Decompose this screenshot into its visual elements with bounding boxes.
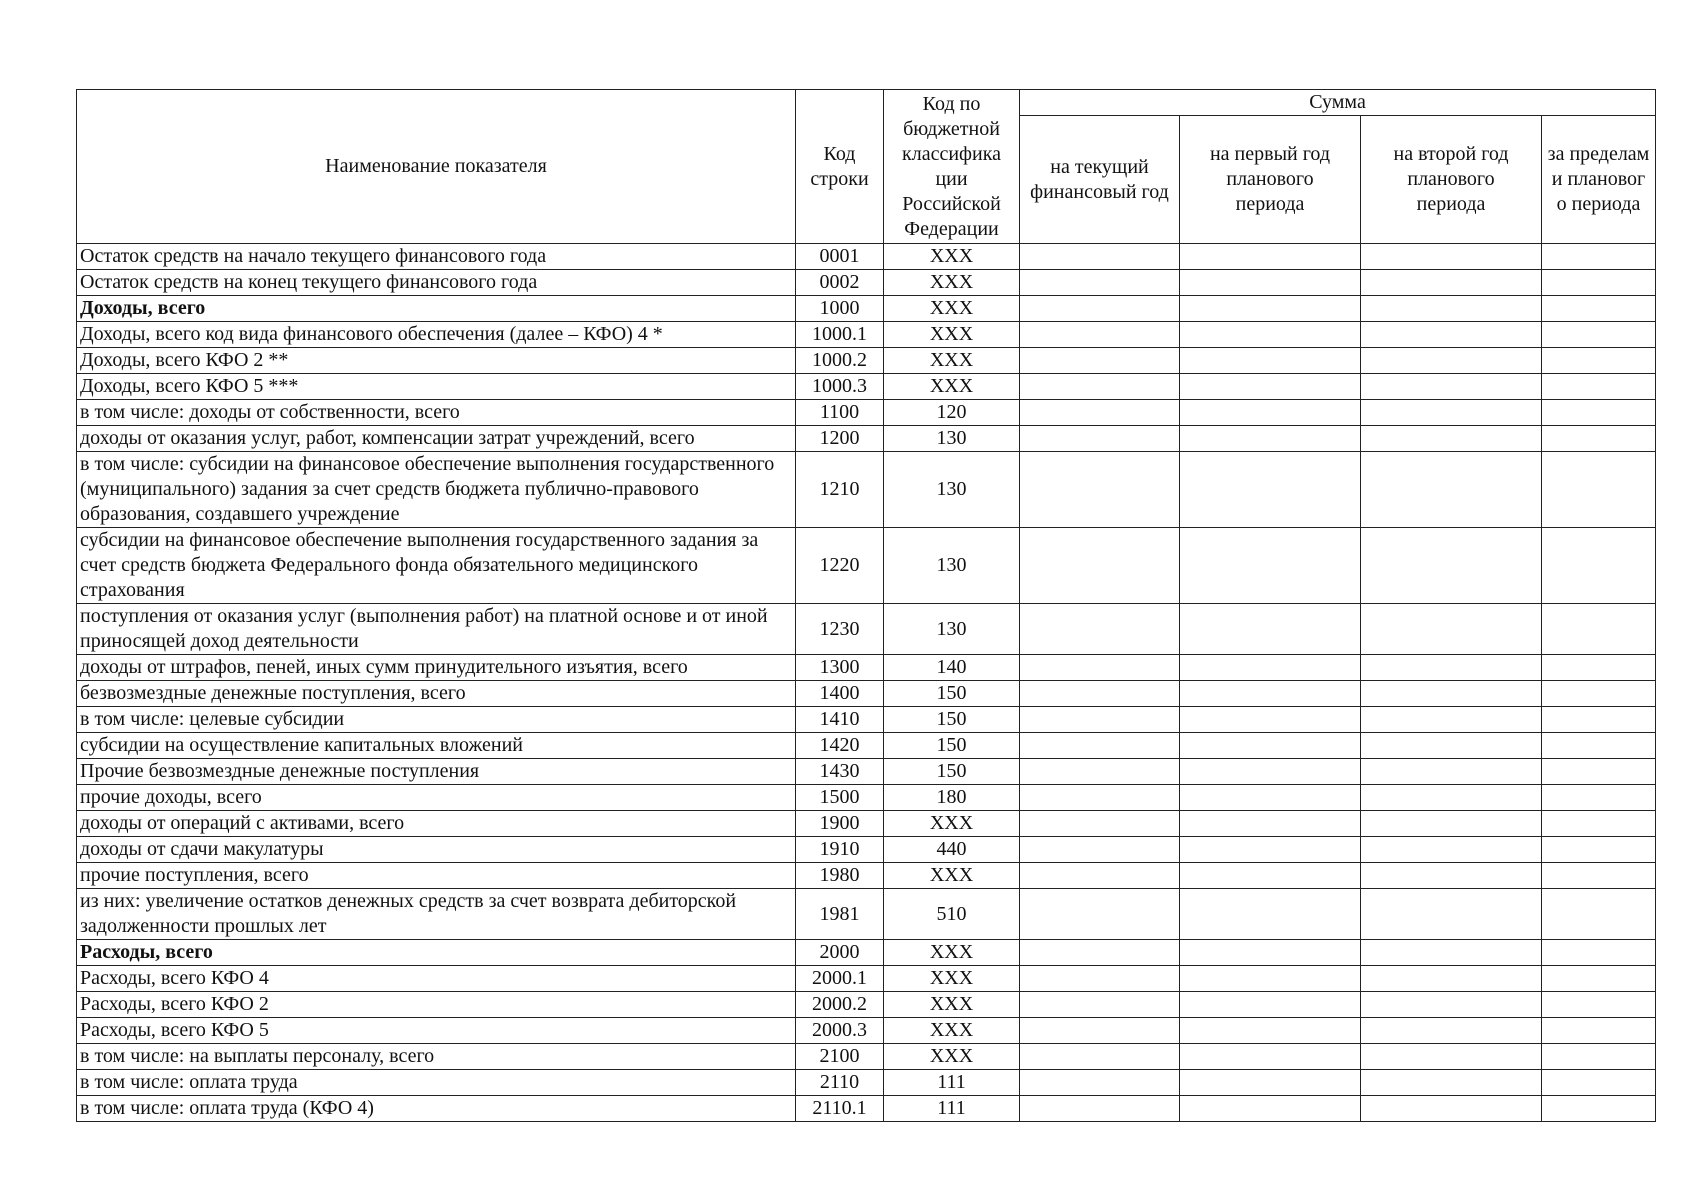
budget-code-cell: 111: [884, 1070, 1020, 1096]
header-first-plan-year: на первый год планового периода: [1180, 116, 1361, 244]
sum-beyond-plan-cell[interactable]: [1542, 604, 1656, 655]
line-code-cell: 1300: [796, 655, 884, 681]
budget-code-cell: 140: [884, 655, 1020, 681]
sum-first-plan-year-cell[interactable]: [1180, 759, 1361, 785]
sum-first-plan-year-cell[interactable]: [1180, 1018, 1361, 1044]
indicator-name-cell: Прочие безвозмездные денежные поступления: [77, 759, 796, 785]
sum-first-plan-year-cell[interactable]: [1180, 322, 1361, 348]
indicator-name-cell: доходы от сдачи макулатуры: [77, 837, 796, 863]
sum-second-plan-year-cell[interactable]: [1361, 452, 1542, 528]
table-row: [77, 528, 1656, 604]
line-code-cell: 1230: [796, 604, 884, 655]
line-code-cell: 2000.3: [796, 1018, 884, 1044]
sum-beyond-plan-cell[interactable]: [1542, 1044, 1656, 1070]
indicator-name-cell: в том числе: доходы от собственности, всего: [77, 400, 796, 426]
sum-second-plan-year-cell[interactable]: [1361, 733, 1542, 759]
sum-current-year-cell[interactable]: [1020, 452, 1180, 528]
sum-first-plan-year-cell[interactable]: [1180, 296, 1361, 322]
sum-beyond-plan-cell[interactable]: [1542, 992, 1656, 1018]
table-row: [77, 863, 1656, 889]
table-row: [77, 270, 1656, 296]
indicator-name-cell: Расходы, всего КФО 2: [77, 992, 796, 1018]
line-code-cell: 1100: [796, 400, 884, 426]
sum-current-year-cell[interactable]: [1020, 681, 1180, 707]
sum-current-year-cell[interactable]: [1020, 940, 1180, 966]
indicator-name-cell: Остаток средств на начало текущего финансового года: [77, 244, 796, 270]
budget-code-cell: 130: [884, 528, 1020, 604]
budget-code-cell: XXX: [884, 1044, 1020, 1070]
indicator-name-cell: в том числе: субсидии на финансовое обеспечение выполнения государственного (муниципального) задания за счет средств бюджета публично-правового образования, создавшего учреждение: [77, 452, 796, 528]
line-code-cell: 2110: [796, 1070, 884, 1096]
sum-beyond-plan-cell[interactable]: [1542, 733, 1656, 759]
sum-current-year-cell[interactable]: [1020, 655, 1180, 681]
sum-beyond-plan-cell[interactable]: [1542, 348, 1656, 374]
indicator-name-cell: в том числе: оплата труда: [77, 1070, 796, 1096]
sum-current-year-cell[interactable]: [1020, 733, 1180, 759]
sum-second-plan-year-cell[interactable]: [1361, 604, 1542, 655]
indicator-name-cell: Доходы, всего КФО 5 ***: [77, 374, 796, 400]
line-code-cell: 1400: [796, 681, 884, 707]
budget-code-cell: XXX: [884, 348, 1020, 374]
sum-second-plan-year-cell[interactable]: [1361, 528, 1542, 604]
line-code-cell: 1430: [796, 759, 884, 785]
table-row: [77, 837, 1656, 863]
sum-current-year-cell[interactable]: [1020, 1044, 1180, 1070]
indicator-name-cell: Доходы, всего код вида финансового обеспечения (далее – КФО) 4 *: [77, 322, 796, 348]
header-beyond-plan-period: за пределам и плановог о периода: [1542, 116, 1656, 244]
line-code-cell: 1910: [796, 837, 884, 863]
sum-beyond-plan-cell[interactable]: [1542, 1096, 1656, 1122]
sum-current-year-cell[interactable]: [1020, 348, 1180, 374]
table-row: [77, 1070, 1656, 1096]
indicator-name-cell: субсидии на осуществление капитальных вложений: [77, 733, 796, 759]
budget-code-cell: 111: [884, 1096, 1020, 1122]
line-code-cell: 1000.1: [796, 322, 884, 348]
indicator-name-cell: Расходы, всего КФО 4: [77, 966, 796, 992]
budget-code-cell: XXX: [884, 940, 1020, 966]
budget-code-cell: 130: [884, 426, 1020, 452]
line-code-cell: 0002: [796, 270, 884, 296]
line-code-cell: 1410: [796, 707, 884, 733]
line-code-cell: 2000.1: [796, 966, 884, 992]
sum-second-plan-year-cell[interactable]: [1361, 681, 1542, 707]
sum-current-year-cell[interactable]: [1020, 400, 1180, 426]
table-row: [77, 992, 1656, 1018]
line-code-cell: 1900: [796, 811, 884, 837]
sum-first-plan-year-cell[interactable]: [1180, 733, 1361, 759]
table-row: [77, 681, 1656, 707]
budget-code-cell: XXX: [884, 966, 1020, 992]
sum-current-year-cell[interactable]: [1020, 785, 1180, 811]
sum-first-plan-year-cell[interactable]: [1180, 837, 1361, 863]
budget-code-cell: 120: [884, 400, 1020, 426]
sum-beyond-plan-cell[interactable]: [1542, 655, 1656, 681]
indicator-name-cell: доходы от оказания услуг, работ, компенсации затрат учреждений, всего: [77, 426, 796, 452]
sum-second-plan-year-cell[interactable]: [1361, 1070, 1542, 1096]
table-row: [77, 296, 1656, 322]
sum-first-plan-year-cell[interactable]: [1180, 452, 1361, 528]
table-row: [77, 374, 1656, 400]
line-code-cell: 1500: [796, 785, 884, 811]
sum-first-plan-year-cell[interactable]: [1180, 655, 1361, 681]
table-row: [77, 759, 1656, 785]
sum-beyond-plan-cell[interactable]: [1542, 374, 1656, 400]
line-code-cell: 2100: [796, 1044, 884, 1070]
budget-code-cell: XXX: [884, 992, 1020, 1018]
sum-second-plan-year-cell[interactable]: [1361, 759, 1542, 785]
sum-beyond-plan-cell[interactable]: [1542, 785, 1656, 811]
sum-current-year-cell[interactable]: [1020, 322, 1180, 348]
sum-first-plan-year-cell[interactable]: [1180, 863, 1361, 889]
sum-second-plan-year-cell[interactable]: [1361, 1018, 1542, 1044]
indicator-name-cell: в том числе: на выплаты персоналу, всего: [77, 1044, 796, 1070]
sum-second-plan-year-cell[interactable]: [1361, 992, 1542, 1018]
budget-code-cell: 440: [884, 837, 1020, 863]
line-code-cell: 1200: [796, 426, 884, 452]
sum-current-year-cell[interactable]: [1020, 1018, 1180, 1044]
indicator-name-cell: в том числе: целевые субсидии: [77, 707, 796, 733]
sum-second-plan-year-cell[interactable]: [1361, 1096, 1542, 1122]
sum-second-plan-year-cell[interactable]: [1361, 348, 1542, 374]
budget-code-cell: XXX: [884, 1018, 1020, 1044]
header-indicator-name: Наименование показателя: [77, 90, 796, 244]
sum-beyond-plan-cell[interactable]: [1542, 1070, 1656, 1096]
sum-second-plan-year-cell[interactable]: [1361, 811, 1542, 837]
table-row: [77, 655, 1656, 681]
sum-current-year-cell[interactable]: [1020, 1096, 1180, 1122]
sum-second-plan-year-cell[interactable]: [1361, 400, 1542, 426]
table-body: [77, 244, 1656, 1122]
indicator-name-cell: Доходы, всего: [77, 296, 796, 322]
sum-first-plan-year-cell[interactable]: [1180, 992, 1361, 1018]
sum-first-plan-year-cell[interactable]: [1180, 811, 1361, 837]
sum-first-plan-year-cell[interactable]: [1180, 940, 1361, 966]
budget-code-cell: XXX: [884, 270, 1020, 296]
sum-current-year-cell[interactable]: [1020, 244, 1180, 270]
sum-beyond-plan-cell[interactable]: [1542, 296, 1656, 322]
sum-beyond-plan-cell[interactable]: [1542, 837, 1656, 863]
indicator-name-cell: Доходы, всего КФО 2 **: [77, 348, 796, 374]
sum-second-plan-year-cell[interactable]: [1361, 940, 1542, 966]
sum-current-year-cell[interactable]: [1020, 528, 1180, 604]
sum-current-year-cell[interactable]: [1020, 889, 1180, 940]
sum-second-plan-year-cell[interactable]: [1361, 426, 1542, 452]
indicator-name-cell: безвозмездные денежные поступления, всего: [77, 681, 796, 707]
sum-first-plan-year-cell[interactable]: [1180, 707, 1361, 733]
sum-beyond-plan-cell[interactable]: [1542, 322, 1656, 348]
table-row: [77, 1044, 1656, 1070]
sum-current-year-cell[interactable]: [1020, 374, 1180, 400]
line-code-cell: 2000: [796, 940, 884, 966]
sum-second-plan-year-cell[interactable]: [1361, 863, 1542, 889]
line-code-cell: 1000: [796, 296, 884, 322]
line-code-cell: 1000.3: [796, 374, 884, 400]
table-row: [77, 940, 1656, 966]
sum-beyond-plan-cell[interactable]: [1542, 863, 1656, 889]
line-code-cell: 2110.1: [796, 1096, 884, 1122]
sum-first-plan-year-cell[interactable]: [1180, 1070, 1361, 1096]
table-row: [77, 400, 1656, 426]
sum-first-plan-year-cell[interactable]: [1180, 528, 1361, 604]
sum-beyond-plan-cell[interactable]: [1542, 244, 1656, 270]
budget-code-cell: XXX: [884, 296, 1020, 322]
sum-first-plan-year-cell[interactable]: [1180, 681, 1361, 707]
indicator-name-cell: из них: увеличение остатков денежных средств за счет возврата дебиторской задолженности прошлых лет: [77, 889, 796, 940]
sum-current-year-cell[interactable]: [1020, 707, 1180, 733]
budget-code-cell: 150: [884, 707, 1020, 733]
line-code-cell: 1980: [796, 863, 884, 889]
sum-second-plan-year-cell[interactable]: [1361, 244, 1542, 270]
sum-first-plan-year-cell[interactable]: [1180, 604, 1361, 655]
sum-second-plan-year-cell[interactable]: [1361, 270, 1542, 296]
sum-first-plan-year-cell[interactable]: [1180, 966, 1361, 992]
sum-beyond-plan-cell[interactable]: [1542, 400, 1656, 426]
line-code-cell: 1981: [796, 889, 884, 940]
indicator-name-cell: прочие поступления, всего: [77, 863, 796, 889]
table-row: [77, 348, 1656, 374]
table-row: [77, 733, 1656, 759]
sum-beyond-plan-cell[interactable]: [1542, 811, 1656, 837]
indicator-name-cell: Расходы, всего: [77, 940, 796, 966]
budget-code-cell: 150: [884, 681, 1020, 707]
indicator-name-cell: Расходы, всего КФО 5: [77, 1018, 796, 1044]
sum-second-plan-year-cell[interactable]: [1361, 296, 1542, 322]
header-budget-classification-code: Код по бюджетной классифика ции Российской Федерации: [884, 90, 1020, 244]
sum-first-plan-year-cell[interactable]: [1180, 270, 1361, 296]
budget-code-cell: 130: [884, 452, 1020, 528]
header-line-code: Код строки: [796, 90, 884, 244]
sum-current-year-cell[interactable]: [1020, 811, 1180, 837]
sum-second-plan-year-cell[interactable]: [1361, 322, 1542, 348]
sum-beyond-plan-cell[interactable]: [1542, 966, 1656, 992]
sum-current-year-cell[interactable]: [1020, 270, 1180, 296]
budget-code-cell: XXX: [884, 811, 1020, 837]
sum-second-plan-year-cell[interactable]: [1361, 707, 1542, 733]
sum-current-year-cell[interactable]: [1020, 863, 1180, 889]
budget-indicators-table: [76, 89, 1656, 1122]
sum-second-plan-year-cell[interactable]: [1361, 655, 1542, 681]
table-row: [77, 452, 1656, 528]
indicator-name-cell: Остаток средств на конец текущего финансового года: [77, 270, 796, 296]
table-row: [77, 785, 1656, 811]
sum-first-plan-year-cell[interactable]: [1180, 426, 1361, 452]
sum-second-plan-year-cell[interactable]: [1361, 889, 1542, 940]
budget-code-cell: 510: [884, 889, 1020, 940]
indicator-name-cell: доходы от операций с активами, всего: [77, 811, 796, 837]
indicator-name-cell: доходы от штрафов, пеней, иных сумм принудительного изъятия, всего: [77, 655, 796, 681]
table-row: [77, 1096, 1656, 1122]
sum-current-year-cell[interactable]: [1020, 992, 1180, 1018]
indicator-name-cell: прочие доходы, всего: [77, 785, 796, 811]
table-row: [77, 426, 1656, 452]
sum-beyond-plan-cell[interactable]: [1542, 707, 1656, 733]
sum-second-plan-year-cell[interactable]: [1361, 785, 1542, 811]
sum-first-plan-year-cell[interactable]: [1180, 374, 1361, 400]
sum-beyond-plan-cell[interactable]: [1542, 1018, 1656, 1044]
sum-beyond-plan-cell[interactable]: [1542, 452, 1656, 528]
sum-first-plan-year-cell[interactable]: [1180, 1044, 1361, 1070]
sum-first-plan-year-cell[interactable]: [1180, 348, 1361, 374]
document-page: [76, 89, 1655, 1122]
sum-current-year-cell[interactable]: [1020, 426, 1180, 452]
sum-beyond-plan-cell[interactable]: [1542, 759, 1656, 785]
line-code-cell: 1220: [796, 528, 884, 604]
sum-current-year-cell[interactable]: [1020, 966, 1180, 992]
sum-second-plan-year-cell[interactable]: [1361, 1044, 1542, 1070]
sum-first-plan-year-cell[interactable]: [1180, 1096, 1361, 1122]
budget-code-cell: XXX: [884, 374, 1020, 400]
sum-second-plan-year-cell[interactable]: [1361, 374, 1542, 400]
sum-beyond-plan-cell[interactable]: [1542, 426, 1656, 452]
sum-second-plan-year-cell[interactable]: [1361, 837, 1542, 863]
line-code-cell: 1420: [796, 733, 884, 759]
sum-first-plan-year-cell[interactable]: [1180, 889, 1361, 940]
sum-second-plan-year-cell[interactable]: [1361, 966, 1542, 992]
table-row: [77, 889, 1656, 940]
header-current-year: на текущий финансовый год: [1020, 116, 1180, 244]
table-row: [77, 322, 1656, 348]
sum-first-plan-year-cell[interactable]: [1180, 244, 1361, 270]
indicator-name-cell: поступления от оказания услуг (выполнения работ) на платной основе и от иной приносящей доход деятельности: [77, 604, 796, 655]
indicator-name-cell: в том числе: оплата труда (КФО 4): [77, 1096, 796, 1122]
table-row: [77, 1018, 1656, 1044]
table-row: [77, 811, 1656, 837]
header-sum: Сумма: [1020, 90, 1656, 116]
budget-code-cell: 180: [884, 785, 1020, 811]
table-row: [77, 604, 1656, 655]
sum-first-plan-year-cell[interactable]: [1180, 785, 1361, 811]
header-second-plan-year: на второй год планового периода: [1361, 116, 1542, 244]
budget-code-cell: XXX: [884, 863, 1020, 889]
sum-current-year-cell[interactable]: [1020, 837, 1180, 863]
budget-code-cell: 130: [884, 604, 1020, 655]
budget-code-cell: 150: [884, 759, 1020, 785]
sum-current-year-cell[interactable]: [1020, 759, 1180, 785]
table-row: [77, 707, 1656, 733]
sum-beyond-plan-cell[interactable]: [1542, 940, 1656, 966]
line-code-cell: 0001: [796, 244, 884, 270]
line-code-cell: 2000.2: [796, 992, 884, 1018]
sum-beyond-plan-cell[interactable]: [1542, 528, 1656, 604]
sum-first-plan-year-cell[interactable]: [1180, 400, 1361, 426]
sum-current-year-cell[interactable]: [1020, 604, 1180, 655]
sum-beyond-plan-cell[interactable]: [1542, 270, 1656, 296]
sum-beyond-plan-cell[interactable]: [1542, 681, 1656, 707]
indicator-name-cell: субсидии на финансовое обеспечение выполнения государственного задания за счет средств бюджета Федерального фонда обязательного медицинского страхования: [77, 528, 796, 604]
sum-current-year-cell[interactable]: [1020, 296, 1180, 322]
line-code-cell: 1000.2: [796, 348, 884, 374]
budget-code-cell: XXX: [884, 322, 1020, 348]
table-row: [77, 244, 1656, 270]
budget-code-cell: 150: [884, 733, 1020, 759]
table-header: [77, 90, 1656, 244]
budget-code-cell: XXX: [884, 244, 1020, 270]
sum-beyond-plan-cell[interactable]: [1542, 889, 1656, 940]
sum-current-year-cell[interactable]: [1020, 1070, 1180, 1096]
line-code-cell: 1210: [796, 452, 884, 528]
table-row: [77, 966, 1656, 992]
